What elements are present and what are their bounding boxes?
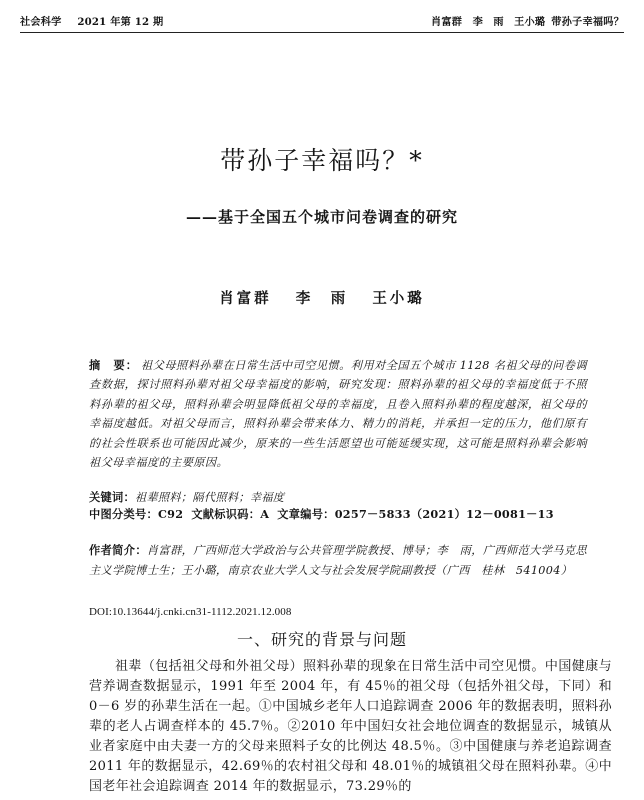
article-number-value: 0257－5833（2021）12－0081－13 [334,507,554,521]
keywords-label: 关键词： [89,490,135,504]
running-head [20,8,624,33]
doi: DOI:10.13644/j.cnki.cn31-1112.2021.12.008 [89,606,292,618]
author-intro-label: 作者简介： [89,543,147,557]
journal-name: 社会科学 [20,15,62,28]
article-title: 带孙子幸福吗？* [220,146,424,175]
abstract [89,356,587,472]
author-introduction [89,541,587,580]
clc-value: C92 [157,507,184,521]
running-head-title: 带孙子幸福吗？ [551,15,624,28]
body-paragraph: 祖辈（包括祖父母和外祖父母）照料孙辈的现象在日常生活中司空见惯。中国健康与营养调查数据显示，1991 年至 2004 年，有 45％的祖父母（包括外祖父母，下同）和 0－6 岁的孙辈生活在一起。①中国城乡老年人口追踪调查 2006 年的数据表明，照料孙辈的老人占调查样本的 45.7％。②2010 年中国妇女社会地位调查的数据显示，城镇从业者家庭中由夫妻一方的父母来照料子女的比例达 48.5％。③中国健康与养老追踪调查 2011 年的数据显示，42.69％的农村祖父母和 48.01％的城镇祖父母在照料孙辈。④中国老年社会追踪调查 2014 年的数据显示，73.29％的 [89,659,612,794]
author-intro-text: 肖富群，广西师范大学政治与公共管理学院教授、博导；李 雨，广西师范大学马克思主义学院博士生；王小璐，南京农业大学人文与社会发展学院副教授（广西 桂林 541004） [89,544,587,577]
article-subtitle: ——基于全国五个城市问卷调查的研究 [185,208,458,226]
abstract-text: 祖父母照料孙辈在日常生活中司空见惯。利用对全国五个城市 1128 名祖父母的问卷调查数据，探讨照料孙辈对祖父母幸福度的影响，研究发现：照料孙辈的祖父母的幸福度低于不照料孙辈的祖父母，照料孙辈会明显降低祖父母的幸福度，且卷入照料孙辈的程度越深，祖父母的幸福度越低。对祖父母而言，照料孙辈会带来体力、精力的消耗，并承担一定的压力，他们原有的社会性联系也可能因此减少，原来的一些生活愿望也可能延缓实现，这可能是照料孙辈会影响祖父母幸福度的主要原因。 [89,359,587,470]
classification-line [89,506,554,522]
author-name: 王小璐 [372,290,425,307]
article-number-label: 文章编号： [277,507,335,521]
author-name: 肖富群 [219,290,272,307]
running-head-left [20,13,175,28]
document-code-value: A [260,507,270,521]
running-head-authors: 肖富群 李 雨 王小璐 [431,15,546,28]
section-heading: 一、研究的背景与问题 [236,630,407,649]
author-name: 李 雨 [295,290,349,307]
keywords-line [89,489,284,505]
author-list [0,287,644,308]
issue-number: 2021 年第 12 期 [77,15,164,28]
running-head-right [425,13,624,28]
clc-label: 中图分类号： [89,507,158,521]
abstract-label: 摘 要： [89,358,139,372]
keywords-text: 祖辈照料；隔代照料；幸福度 [134,491,285,504]
document-code-label: 文献标识码： [191,507,261,521]
